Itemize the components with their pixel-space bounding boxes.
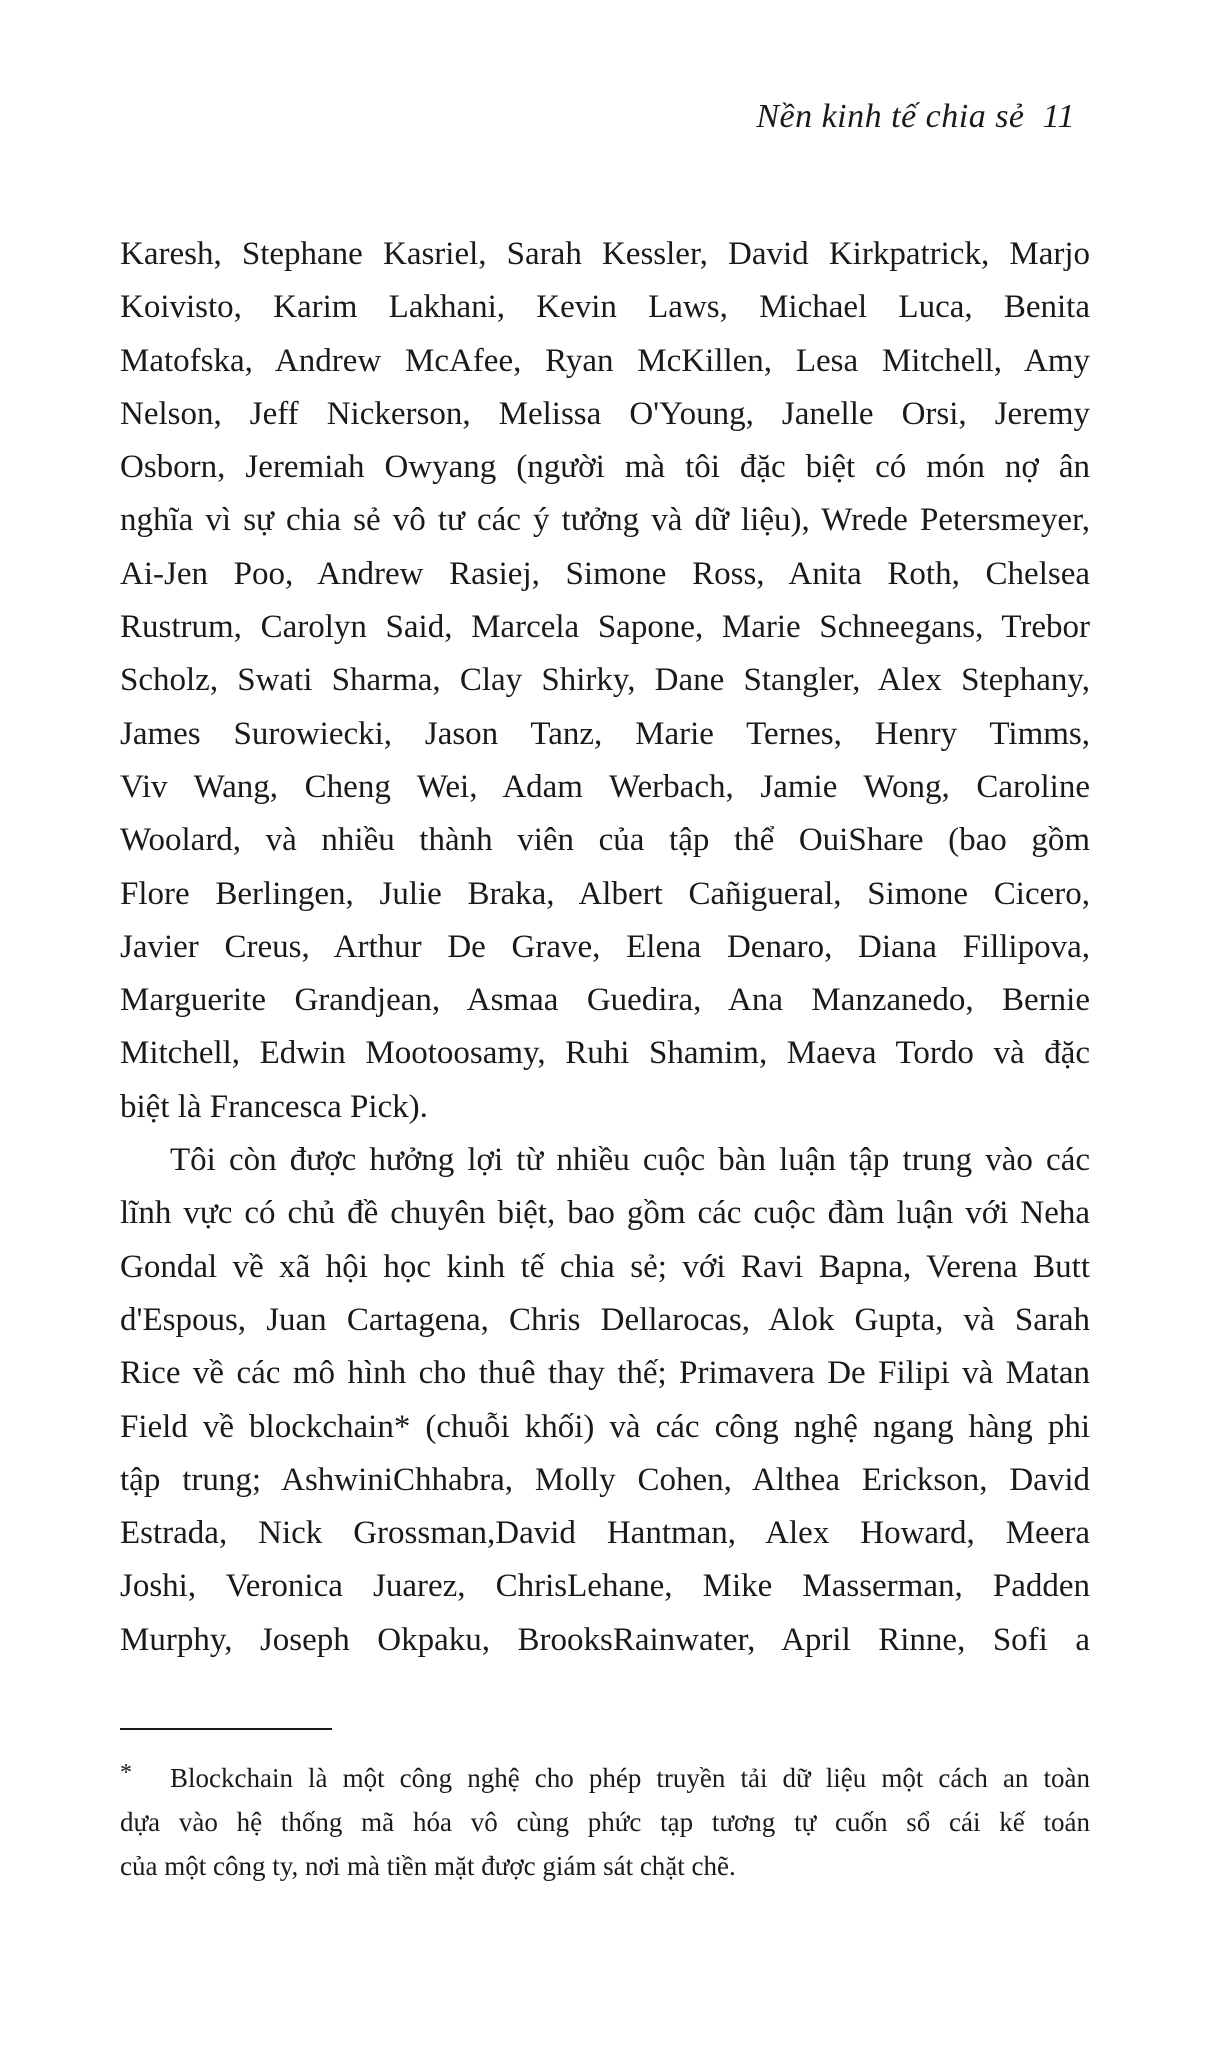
text-line: d'Espous, Juan Cartagena, Chris Dellarocas, Alok Gupta, và Sarah bbox=[120, 1301, 1090, 1338]
text-line: Viv Wang, Cheng Wei, Adam Werbach, Jamie Wong, Caroline bbox=[120, 768, 1090, 805]
running-header bbox=[756, 98, 1075, 136]
text-line: Nelson, Jeff Nickerson, Melissa O'Young, Janelle Orsi, Jeremy bbox=[120, 395, 1090, 432]
text-line: Flore Berlingen, Julie Braka, Albert Cañigueral, Simone Cicero, bbox=[120, 875, 1090, 912]
footnote-line: Blockchain là một công nghệ cho phép truyền tải dữ liệu một cách an toàn bbox=[170, 1763, 1090, 1793]
paragraph-end-line: biệt là Francesca Pick). bbox=[120, 1088, 428, 1125]
text-line: Ai-Jen Poo, Andrew Rasiej, Simone Ross, Anita Roth, Chelsea bbox=[120, 555, 1090, 592]
paragraph-start-line: Tôi còn được hưởng lợi từ nhiều cuộc bàn luận tập trung vào các bbox=[170, 1142, 1090, 1179]
footnote-divider bbox=[120, 1728, 332, 1730]
text-line: tập trung; AshwiniChhabra, Molly Cohen, Althea Erickson, David bbox=[120, 1461, 1090, 1498]
text-line: Karesh, Stephane Kasriel, Sarah Kessler, David Kirkpatrick, Marjo bbox=[120, 236, 1090, 272]
text-line: James Surowiecki, Jason Tanz, Marie Ternes, Henry Timms, bbox=[120, 715, 1090, 752]
text-line: Matofska, Andrew McAfee, Ryan McKillen, Lesa Mitchell, Amy bbox=[120, 342, 1090, 379]
text-line: Estrada, Nick Grossman,David Hantman, Alex Howard, Meera bbox=[120, 1515, 1090, 1552]
body-text bbox=[120, 228, 1090, 1667]
text-line: Field về blockchain* (chuỗi khối) và các công nghệ ngang hàng phi bbox=[120, 1408, 1090, 1445]
text-line: Marguerite Grandjean, Asmaa Guedira, Ana Manzanedo, Bernie bbox=[120, 982, 1090, 1019]
text-line: lĩnh vực có chủ đề chuyên biệt, bao gồm các cuộc đàm luận với Neha bbox=[120, 1195, 1090, 1232]
text-line: Koivisto, Karim Lakhani, Kevin Laws, Michael Luca, Benita bbox=[120, 289, 1090, 326]
text-line: Gondal về xã hội học kinh tế chia sẻ; với Ravi Bapna, Verena Butt bbox=[120, 1248, 1090, 1285]
text-line: Osborn, Jeremiah Owyang (người mà tôi đặc biệt có món nợ ân bbox=[120, 449, 1090, 486]
page-number: 11 bbox=[1042, 98, 1075, 135]
text-line: Mitchell, Edwin Mootoosamy, Ruhi Shamim, Maeva Tordo và đặc bbox=[120, 1035, 1090, 1072]
footnote-line: dựa vào hệ thống mã hóa vô cùng phức tạp tương tự cuốn sổ cái kế toán bbox=[120, 1807, 1090, 1837]
text-line: Scholz, Swati Sharma, Clay Shirky, Dane Stangler, Alex Stephany, bbox=[120, 662, 1090, 699]
text-line: Joshi, Veronica Juarez, ChrisLehane, Mike Masserman, Padden bbox=[120, 1568, 1090, 1605]
text-line: Rustrum, Carolyn Said, Marcela Sapone, Marie Schneegans, Trebor bbox=[120, 609, 1090, 646]
text-line: Javier Creus, Arthur De Grave, Elena Denaro, Diana Fillipova, bbox=[120, 928, 1090, 965]
text-line: Woolard, và nhiều thành viên của tập thể OuiShare (bao gồm bbox=[120, 822, 1090, 859]
running-title: Nền kinh tế chia sẻ bbox=[756, 98, 1025, 135]
footnote-line: của một công ty, nơi mà tiền mặt được giám sát chặt chẽ. bbox=[120, 1851, 736, 1881]
text-line: Murphy, Joseph Okpaku, BrooksRainwater, April Rinne, Sofi a bbox=[120, 1621, 1090, 1658]
footnote bbox=[120, 1756, 1090, 1888]
footnote-marker: * bbox=[120, 1760, 132, 1786]
text-line: Rice về các mô hình cho thuê thay thế; Primavera De Filipi và Matan bbox=[120, 1355, 1090, 1392]
text-line: nghĩa vì sự chia sẻ vô tư các ý tưởng và dữ liệu), Wrede Petersmeyer, bbox=[120, 502, 1090, 539]
